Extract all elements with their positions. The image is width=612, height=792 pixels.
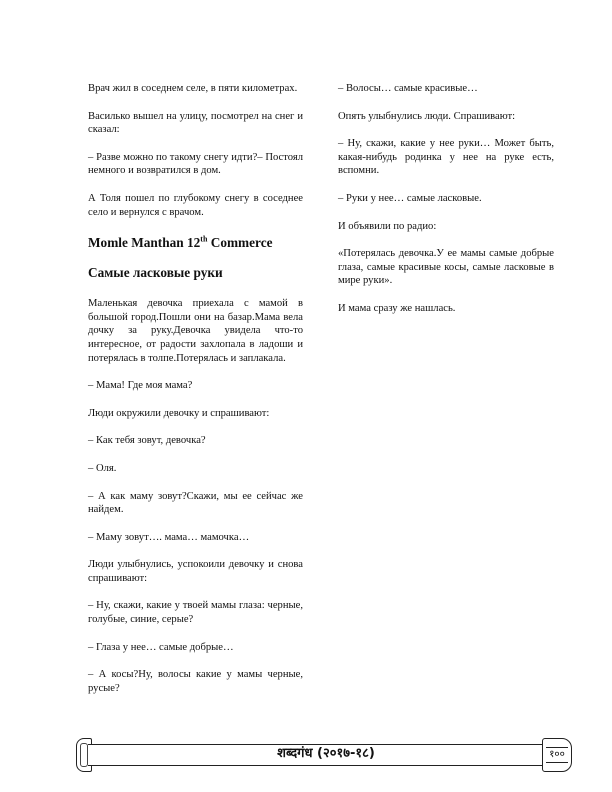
paragraph: Люди окружили девочку и спрашивают: (88, 407, 270, 419)
paragraph: – Разве можно по такому снегу идти?– Постоял немного и возвратился в дом. (88, 151, 303, 177)
paragraph: – А косы?Ну, волосы какие у мамы черные, русые? (88, 669, 303, 694)
paragraph: – Ну, скажи, какие у нее руки… Может быть, какая-нибудь родинка у нее на руке есть, вспомни. (338, 138, 554, 177)
author-name: Momle Manthan 12 (88, 235, 201, 251)
author-grade-suffix: th (200, 234, 208, 244)
paragraph: Маленькая девочка приехала с мамой в большой город.Пошли они на базар.Мама вела дочку за руку.Девочка увидела что-то интересное, от радости захлопала в ладоши и потерялась в толпе.Потерялась и заплакала. (88, 298, 303, 364)
page-number: १०० (546, 747, 568, 763)
paragraph: – Ну, скажи, какие у твоей мамы глаза: черные, голубые, синие, серые? (88, 600, 303, 626)
story-title: Самые ласковые руки (88, 265, 223, 281)
author-class: Commerce (207, 235, 273, 251)
paragraph: Василько вышел на улицу, посмотрел на снег и сказал: (88, 110, 303, 136)
left-column (88, 82, 303, 709)
paragraph: – Руки у нее… самые ласковые. (338, 192, 482, 204)
paragraph: – Маму зовут…. мама… мамочка… (88, 531, 250, 543)
paragraph: И мама сразу же нашлась. (338, 302, 456, 314)
paragraph: – Волосы… самые красивые… (338, 83, 478, 94)
paragraph: Опять улыбнулись люди. Спрашивают: (338, 110, 516, 122)
paragraph: «Потерялась девочка.У ее мамы самые добрые глаза, самые красивые косы, самые ласковые в мире руки». (338, 248, 554, 287)
paragraph: Люди улыбнулись, успокоили девочку и снова спрашивают: (88, 559, 303, 584)
footer-title: शब्दगंध (२०१७-१८) (277, 746, 375, 761)
paragraph: – Как тебя зовут, девочка? (88, 435, 206, 447)
footer-banner (76, 738, 572, 772)
paragraph: – Оля. (88, 462, 117, 474)
right-column (338, 82, 554, 330)
paragraph: – Мама! Где моя мама? (88, 380, 193, 392)
paragraph: – А как маму зовут?Скажи, мы ее сейчас же найдем. (88, 490, 303, 516)
paragraph: А Толя пошел по глубокому снегу в соседнее село и вернулся с врачом. (88, 192, 303, 218)
author-heading (88, 235, 303, 251)
paragraph: – Глаза у нее… самые добрые… (88, 641, 234, 653)
paragraph: И объявили по радио: (338, 220, 437, 232)
paragraph: Врач жил в соседнем селе, в пяти километрах. (88, 83, 298, 94)
